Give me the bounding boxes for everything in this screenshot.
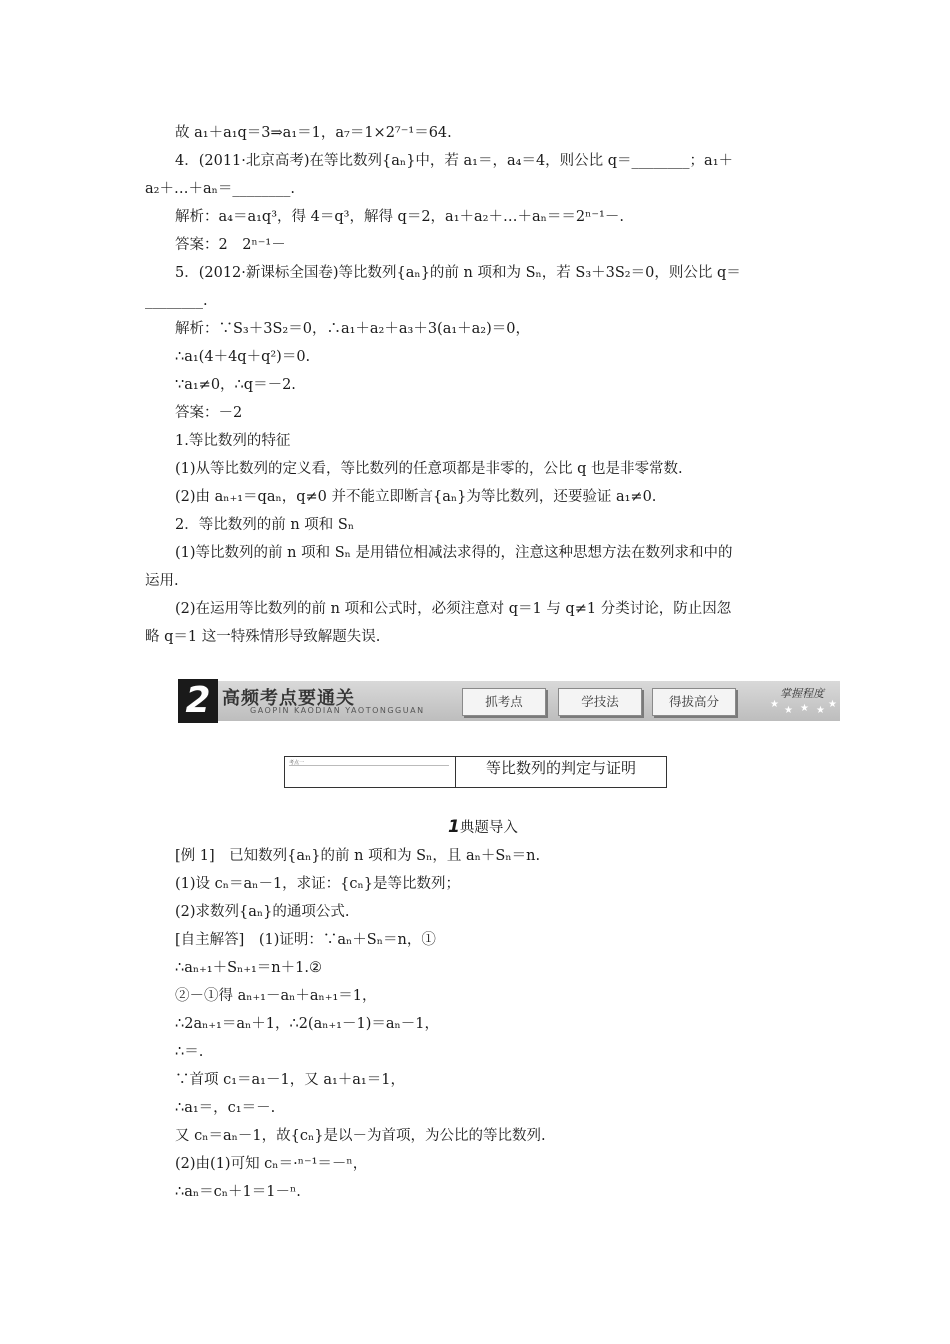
subsection-title: 典题导入 <box>459 820 518 836</box>
section-number: 2 <box>178 679 218 723</box>
text-line: 答案：2 2ⁿ⁻¹－ <box>175 237 286 253</box>
text-line: 答案：－2 <box>175 405 243 421</box>
topic-title: 等比数列的判定与证明 <box>485 759 636 777</box>
example-line: ∴a₁＝，c₁＝－. <box>175 1100 276 1116</box>
topic-tag: 考点一 <box>289 760 305 766</box>
subsection-number: 1 <box>448 817 460 837</box>
text-line: 4．(2011·北京高考)在等比数列{aₙ}中，若 a₁＝，a₄＝4，则公比 q＝________；a₁＋ <box>175 153 734 169</box>
text-line: a₂＋…＋aₙ＝________. <box>145 181 295 197</box>
text-line: (1)从等比数列的定义看，等比数列的任意项都是非零的，公比 q 也是非零常数. <box>175 461 683 477</box>
text-line: 2．等比数列的前 n 项和 Sₙ <box>175 517 355 533</box>
subsection-heading <box>448 816 518 837</box>
text-line: (2)在运用等比数列的前 n 项和公式时，必须注意对 q＝1 与 q≠1 分类讨论，防止因忽 <box>175 601 732 617</box>
tab-high-score[interactable]: 得拔高分 <box>652 688 736 716</box>
example-line: ∵首项 c₁＝a₁－1，又 a₁＋a₁＝1， <box>175 1072 405 1088</box>
text-line: ∴a₁(4＋4q＋q²)＝0. <box>175 349 311 365</box>
topic-label-cell <box>285 757 456 787</box>
tab-grasp-points[interactable]: 抓考点 <box>462 688 546 716</box>
example-line: ②－①得 aₙ₊₁－aₙ＋aₙ₊₁＝1， <box>175 988 377 1004</box>
text-line: 故 a₁＋a₁q＝3⇒a₁＝1，a₇＝1×2⁷⁻¹＝64. <box>175 125 452 141</box>
star-icon: ★ <box>816 705 825 716</box>
section-subtitle: GAOPIN KAODIAN YAOTONGGUAN <box>250 706 425 715</box>
text-line: ∵a₁≠0，∴q＝－2. <box>175 377 296 393</box>
text-line: 5．(2012·新课标全国卷)等比数列{aₙ}的前 n 项和为 Sₙ，若 S₃＋3S₂＝0，则公比 q＝ <box>175 265 741 281</box>
topic-box <box>284 756 667 788</box>
text-line: (2)由 aₙ₊₁＝qaₙ，q≠0 并不能立即断言{aₙ}为等比数列，还要验证 a₁≠0. <box>175 489 657 505</box>
example-line: (2)求数列{aₙ}的通项公式. <box>175 904 350 920</box>
example-line: 又 cₙ＝aₙ－1，故{cₙ}是以－为首项，为公比的等比数列. <box>175 1128 546 1144</box>
example-line: [例 1] 已知数列{aₙ}的前 n 项和为 Sₙ，且 aₙ＋Sₙ＝n. <box>175 848 541 864</box>
star-icon: ★ <box>784 705 793 716</box>
example-line: ∴aₙ₊₁＋Sₙ₊₁＝n＋1.② <box>175 960 322 976</box>
example-line: ∴2aₙ₊₁＝aₙ＋1，∴2(aₙ₊₁－1)＝aₙ－1， <box>175 1016 439 1032</box>
text-line: 1.等比数列的特征 <box>175 433 291 449</box>
text-line: 解析：∵S₃＋3S₂＝0，∴a₁＋a₂＋a₃＋3(a₁＋a₂)＝0， <box>175 321 530 337</box>
section-banner <box>178 681 840 721</box>
text-line: 运用. <box>145 573 179 589</box>
example-line: ∴＝. <box>175 1044 204 1060</box>
topic-rule <box>289 765 449 766</box>
tab-learn-methods[interactable]: 学技法 <box>558 688 642 716</box>
example-line: (1)设 cₙ＝aₙ－1，求证：{cₙ}是等比数列； <box>175 876 461 892</box>
star-icon: ★ <box>800 703 809 714</box>
star-icon: ★ <box>770 699 779 710</box>
section-title: 高频考点要通关 <box>222 688 355 709</box>
text-line: 解析：a₄＝a₁q³，得 4＝q³，解得 q＝2，a₁＋a₂＋…＋aₙ＝＝2ⁿ⁻¹－. <box>175 209 624 225</box>
mastery-rating <box>766 685 838 717</box>
mastery-label: 掌握程度 <box>780 687 824 700</box>
star-icon: ★ <box>828 699 837 710</box>
example-line: (2)由(1)可知 cₙ＝·ⁿ⁻¹＝－ⁿ， <box>175 1156 368 1172</box>
text-line: 略 q＝1 这一特殊情形导致解题失误. <box>145 629 381 645</box>
example-line: [自主解答] (1)证明：∵aₙ＋Sₙ＝n，① <box>175 932 436 948</box>
example-line: ∴aₙ＝cₙ＋1＝1－ⁿ. <box>175 1184 301 1200</box>
text-line: ________. <box>145 293 208 309</box>
text-line: (1)等比数列的前 n 项和 Sₙ 是用错位相减法求得的，注意这种思想方法在数列求和中的 <box>175 545 733 561</box>
